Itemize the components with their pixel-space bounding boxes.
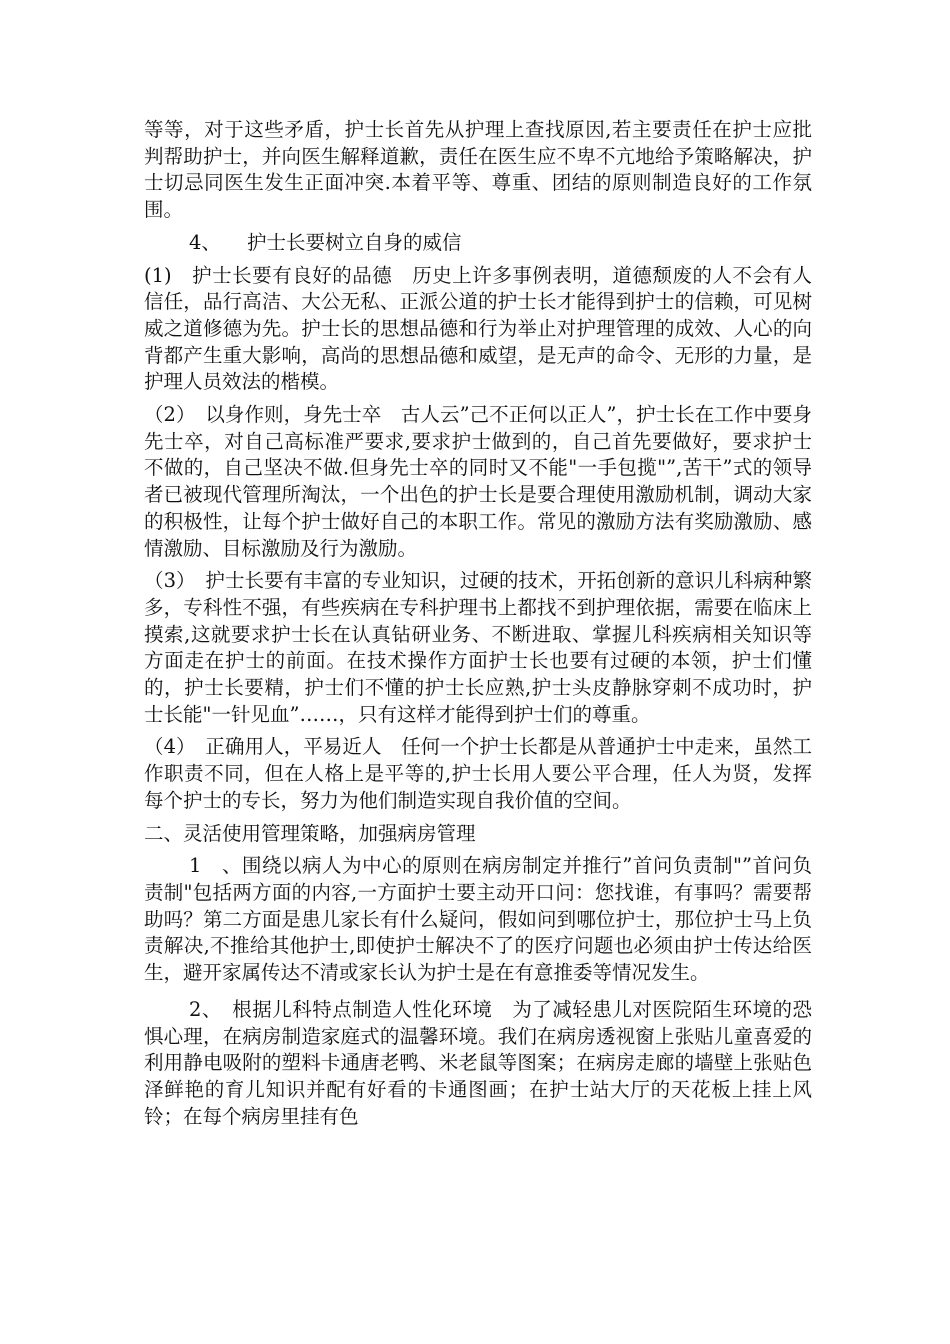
heading-text: 护士长要树立自身的威信	[247, 230, 462, 254]
paragraph-lead-by-example: （2） 以身作则，身先士卒 古人云”己不正何以正人”，护士长在工作中要身先士卒，对自己高标准严要求,要求护士做到的，自己首先要做好，要求护士不做的，自己坚决不做.但身先士卒的同时又不能"一手包揽"”,苦干”式的领导者已被现代管理所淘汰，一个出色的护士长是要合理使用激励机制，调动大家的积极性，让每个护士做好自己的本职工作。常见的激励方法有奖励激励、感情激励、目标激励及行为激励。	[144, 403, 812, 560]
paragraph-conflict-handling: 等等，对于这些矛盾，护士长首先从护理上查找原因,若主要责任在护士应批判帮助护士，并向医生解释道歉，责任在医生应不卑不亢地给予策略解决，护士切忌同医生发生正面冲突.本着平等、尊重、团结的原则制造良好的工作氛围。	[144, 118, 812, 222]
heading-section-4	[144, 230, 812, 257]
paragraph-good-character: (1) 护士长要有良好的品德 历史上许多事例表明，道德颓废的人不会有人信任，品行高洁、大公无私、正派公道的护士长才能得到护士的信赖，可见树威之道修德为先。护士长的思想品德和行为举止对护理管理的成效、人心的向背都产生重大影响，高尚的思想品德和威望，是无声的命令、无形的力量，是护理人员效法的楷模。	[144, 263, 812, 394]
paragraph-proper-staffing: （4） 正确用人，平易近人 任何一个护士长都是从普通护士中走来，虽然工作职责不同，但在人格上是平等的,护士长用人要公平合理，任人为贤，发挥每个护士的专长，努力为他们制造实现自我价值的空间。	[144, 735, 812, 812]
paragraph-humanized-environment: 2、 根据儿科特点制造人性化环境 为了减轻患儿对医院陌生环境的恐惧心理，在病房制造家庭式的温馨环境。我们在病房透视窗上张贴儿童喜爱的利用静电吸附的塑料卡通唐老鸭、米老鼠等图案；在病房走廊的墙壁上张贴色泽鲜艳的育儿知识并配有好看的卡通图画；在护士站大厅的天花板上挂上风铃；在每个病房里挂有色	[144, 997, 812, 1128]
heading-section-two: 二、灵活使用管理策略，加强病房管理	[144, 821, 476, 845]
document-page	[144, 117, 812, 1130]
heading-number: 4、	[189, 230, 221, 254]
paragraph-first-inquiry-responsibility: 1 、围绕以病人为中心的原则在病房制定并推行”首问负责制"”首问负责制"包括两方面的内容,一方面护士要主动开口问：您找谁，有事吗？需要帮助吗？第二方面是患儿家长有什么疑问，假如问到哪位护士，那位护士马上负责解决,不推给其他护士,即使护士解决不了的医疗问题也必须由护士传达给医生，避开家属传达不清或家长认为护士是在有意推委等情况发生。	[144, 854, 812, 985]
paragraph-professional-knowledge: （3） 护士长要有丰富的专业知识，过硬的技术，开拓创新的意识儿科病种繁多，专科性不强，有些疾病在专科护理书上都找不到护理依据，需要在临床上摸索,这就要求护士长在认真钻研业务、不断进取、掌握儿科疾病相关知识等方面走在护士的前面。在技术操作方面护士长也要有过硬的本领，护士们懂的，护士长要精，护士们不懂的护士长应熟,护士头皮静脉穿刺不成功时，护士长能"一针见血”……，只有这样才能得到护士们的尊重。	[144, 569, 812, 726]
